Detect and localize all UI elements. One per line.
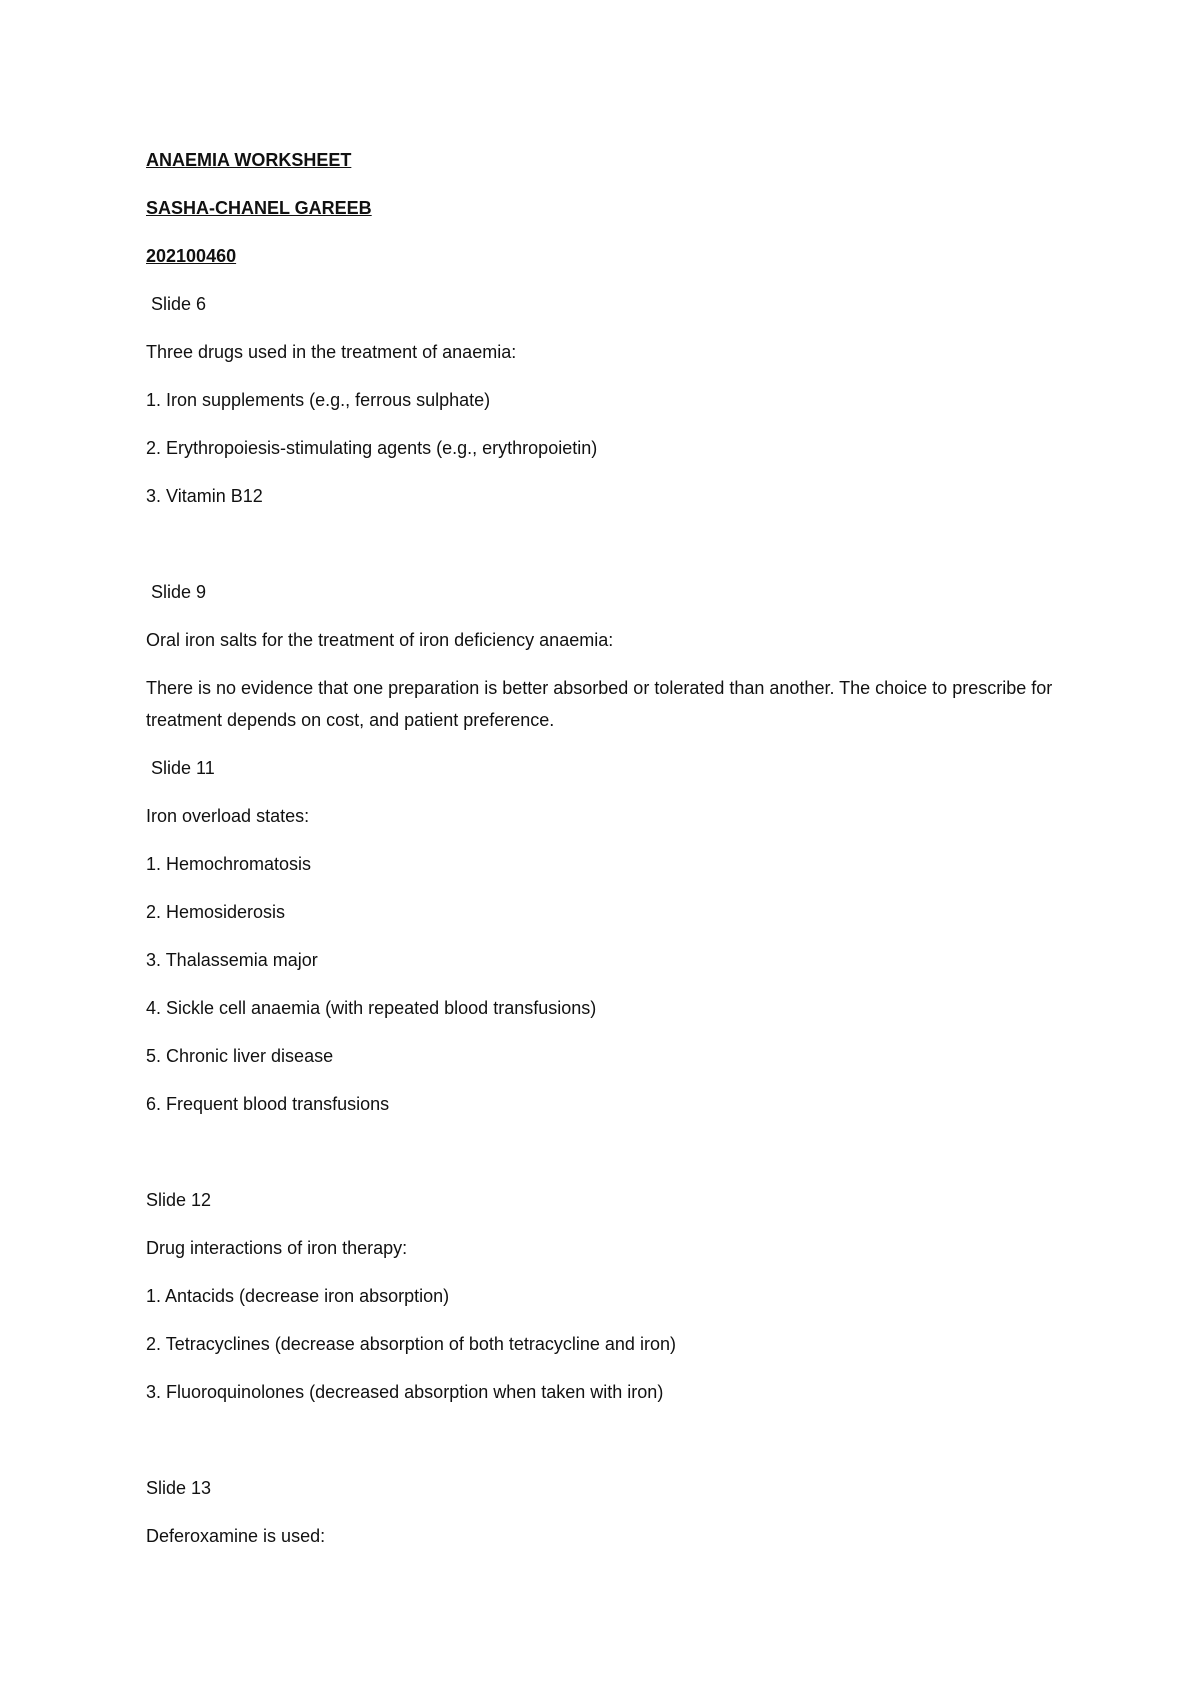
list-item: 2. Erythropoiesis-stimulating agents (e.g., erythropoietin) — [146, 438, 598, 458]
list-item: 1. Antacids (decrease iron absorption) — [146, 1286, 450, 1306]
list-item: 1. Iron supplements (e.g., ferrous sulphate) — [146, 390, 491, 410]
slide-11-label: Slide 11 — [146, 758, 215, 778]
list-item: 2. Hemosiderosis — [146, 902, 286, 922]
slide-9-answer: There is no evidence that one preparation is better absorbed or tolerated than another. The choice to prescribe for treatment depends on cost, and patient preference. — [146, 678, 1053, 730]
slide-12-label: Slide 12 — [146, 1190, 212, 1210]
slide-6-question: Three drugs used in the treatment of anaemia: — [146, 342, 517, 362]
slide-12-question: Drug interactions of iron therapy: — [146, 1238, 408, 1258]
author-name: SASHA-CHANEL GAREEB — [146, 198, 372, 218]
slide-9-question: Oral iron salts for the treatment of iron deficiency anaemia: — [146, 630, 614, 650]
slide-9-label: Slide 9 — [146, 582, 207, 602]
list-item: 6. Frequent blood transfusions — [146, 1094, 390, 1114]
list-item: 4. Sickle cell anaemia (with repeated blood transfusions) — [146, 998, 597, 1018]
list-item: 3. Vitamin B12 — [146, 486, 263, 506]
slide-13-question: Deferoxamine is used: — [146, 1526, 326, 1546]
document-title: ANAEMIA WORKSHEET — [146, 150, 352, 170]
slide-11-question: Iron overload states: — [146, 806, 310, 826]
list-item: 1. Hemochromatosis — [146, 854, 312, 874]
list-item: 3. Thalassemia major — [146, 950, 318, 970]
slide-6-label: Slide 6 — [146, 294, 207, 314]
slide-13-label: Slide 13 — [146, 1478, 212, 1498]
list-item: 3. Fluoroquinolones (decreased absorption when taken with iron) — [146, 1382, 664, 1402]
list-item: 5. Chronic liver disease — [146, 1046, 334, 1066]
list-item: 2. Tetracyclines (decrease absorption of both tetracycline and iron) — [146, 1334, 676, 1354]
student-number: 202100460 — [146, 246, 237, 266]
